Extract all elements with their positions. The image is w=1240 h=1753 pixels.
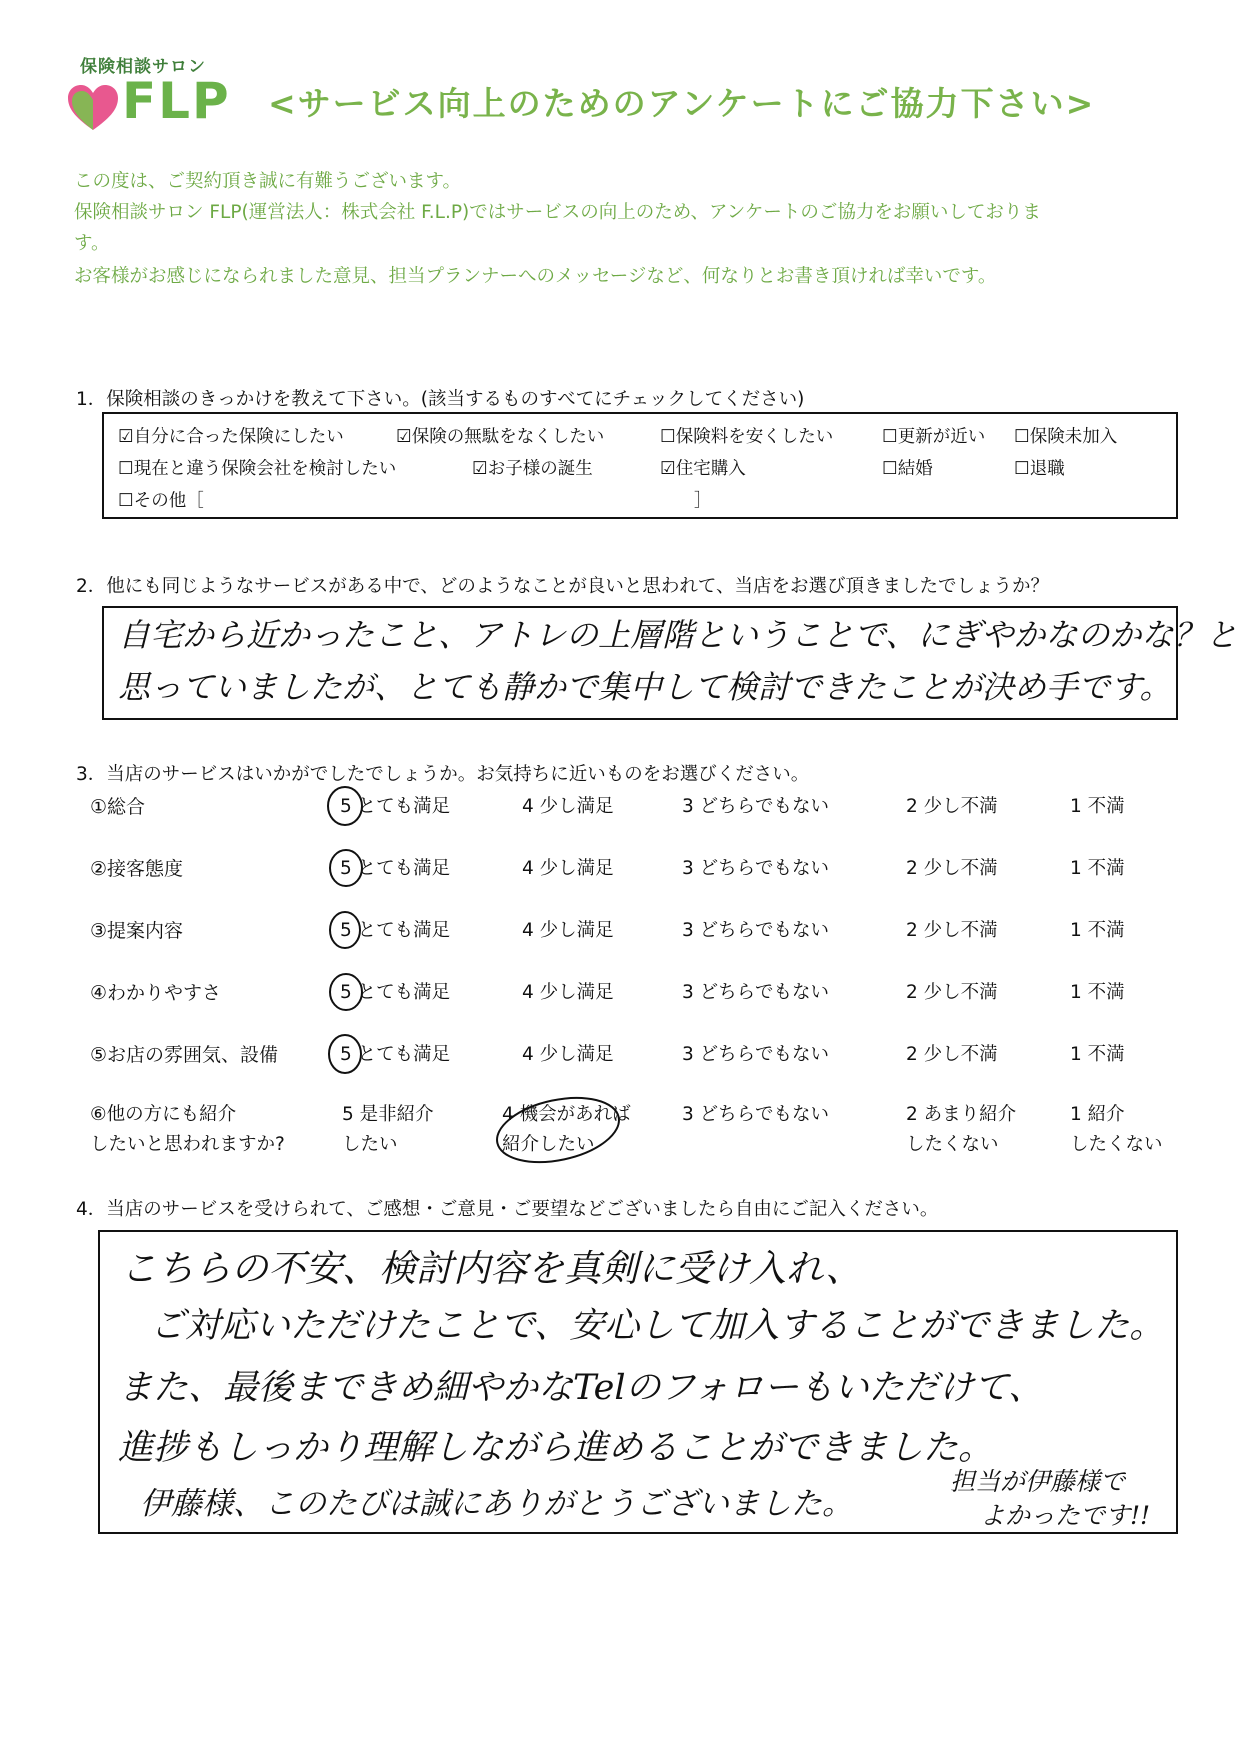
selected-circle-mark <box>330 974 362 1010</box>
q1-option-other[interactable]: ☐その他［ <box>118 491 204 511</box>
q3-option-5[interactable]: 5 とても満足 <box>340 1044 451 1065</box>
q4-answer-line-1: こちらの不安、検討内容を真剣に受け入れ、 <box>120 1247 863 1290</box>
selected-circle-mark <box>330 850 362 886</box>
referral-option-3[interactable]: 3 どちらでもない <box>682 1104 829 1125</box>
selected-referral-oval-mark <box>491 1088 625 1172</box>
q3-option-2[interactable]: 2 少し不満 <box>906 796 998 817</box>
q4-title: 4．当店のサービスを受けられて、ご感想・ご意見・ご要望などございましたら自由にご記入ください。 <box>76 1199 939 1220</box>
referral-option-5[interactable]: 5 是非紹介 したい <box>342 1104 434 1155</box>
q3-option-5[interactable]: 5 とても満足 <box>340 858 451 879</box>
checkbox-icon[interactable]: ☐ <box>118 459 134 479</box>
q2-answer-line-2: 思っていましたが、とても静かで集中して検討できたことが決め手です。 <box>118 668 1172 706</box>
q1-option-9[interactable]: ☐結婚 <box>882 459 933 479</box>
intro-line-3: す。 <box>74 233 110 254</box>
q1-option-6[interactable]: ☐現在と違う保険会社を検討したい <box>118 459 397 479</box>
q3-option-1[interactable]: 1 不満 <box>1070 796 1125 817</box>
checkbox-checked-icon[interactable]: ☑ <box>396 427 412 447</box>
q1-option-4[interactable]: ☐更新が近い <box>882 427 986 447</box>
checkbox-icon[interactable]: ☐ <box>882 459 898 479</box>
referral-option-4[interactable]: 4 機会があれば 紹介したい <box>502 1104 631 1155</box>
intro-line-2: 保険相談サロン FLP(運営法人：株式会社 F.L.P)ではサービスの向上のため、アンケートのご協力をお願いしておりま <box>74 202 1041 223</box>
q1-option-10[interactable]: ☐退職 <box>1014 459 1065 479</box>
q1-option-1[interactable]: ☑自分に合った保険にしたい <box>118 427 344 447</box>
q4-answer-line-4: 進捗もしっかり理解しながら進めることができました。 <box>118 1428 994 1468</box>
checkbox-checked-icon[interactable]: ☑ <box>118 427 134 447</box>
q3-row-label: ④わかりやすさ <box>90 982 222 1004</box>
referral-option-1[interactable]: 1 紹介 したくない <box>1070 1104 1163 1155</box>
referral-option-2[interactable]: 2 あまり紹介 したくない <box>906 1104 1017 1155</box>
q3-option-2[interactable]: 2 少し不満 <box>906 1044 998 1065</box>
q3-option-3[interactable]: 3 どちらでもない <box>682 796 829 817</box>
checkbox-checked-icon[interactable]: ☑ <box>660 459 676 479</box>
q4-answer-line-2: ご対応いただけたことで、安心して加入することができました。 <box>150 1306 1165 1346</box>
selected-circle-mark <box>329 1035 361 1073</box>
q3-option-4[interactable]: 4 少し満足 <box>522 796 614 817</box>
q3-option-3[interactable]: 3 どちらでもない <box>682 920 829 941</box>
checkbox-icon[interactable]: ☐ <box>660 427 676 447</box>
q3-option-5[interactable]: 5 とても満足 <box>340 920 451 941</box>
intro-line-4: お客様がお感じになられました意見、担当プランナーへのメッセージなど、何なりとお書き頂ければ幸いです。 <box>74 266 997 287</box>
q3-option-5[interactable]: 5 とても満足 <box>340 982 451 1003</box>
intro-line-1: この度は、ご契約頂き誠に有難うございます。 <box>74 171 462 192</box>
page-title: <サービス向上のためのアンケートにご協力下さい> <box>268 84 1096 123</box>
checkbox-icon[interactable]: ☐ <box>882 427 898 447</box>
q3-referral-label: ⑥他の方にも紹介 したいと思われますか? <box>90 1104 285 1155</box>
selected-circle-mark <box>328 787 362 825</box>
q1-option-7[interactable]: ☑お子様の誕生 <box>472 459 593 479</box>
q3-option-2[interactable]: 2 少し不満 <box>906 858 998 879</box>
q3-option-4[interactable]: 4 少し満足 <box>522 1044 614 1065</box>
q3-option-1[interactable]: 1 不満 <box>1070 920 1125 941</box>
q3-option-3[interactable]: 3 どちらでもない <box>682 1044 829 1065</box>
q3-option-2[interactable]: 2 少し不満 <box>906 920 998 941</box>
q1-title: 1．保険相談のきっかけを教えて下さい。(該当するものすべてにチェックしてください) <box>76 389 805 410</box>
q3-title: 3．当店のサービスはいかがでしたでしょうか。お気持ちに近いものをお選びください。 <box>76 764 810 785</box>
q1-option-2[interactable]: ☑保険の無駄をなくしたい <box>396 427 605 447</box>
q1-option-3[interactable]: ☐保険料を安くしたい <box>660 427 834 447</box>
q1-other-close-bracket: ］ <box>694 491 712 511</box>
checkbox-checked-icon[interactable]: ☑ <box>472 459 488 479</box>
selected-circle-mark <box>330 912 360 948</box>
q3-row-label: ⑤お店の雰囲気、設備 <box>90 1044 279 1066</box>
q1-option-5[interactable]: ☐保険未加入 <box>1014 427 1118 447</box>
q1-option-8[interactable]: ☑住宅購入 <box>660 459 746 479</box>
q3-row-label: ②接客態度 <box>90 858 184 880</box>
logo-text: FLP <box>122 72 231 130</box>
q2-answer-line-1: 自宅から近かったこと、アトレの上層階ということで、にぎやかなのかな？と <box>118 616 1238 654</box>
q3-option-2[interactable]: 2 少し不満 <box>906 982 998 1003</box>
q4-answer-line-3: また、最後まできめ細やかなTelのフォローもいただけて、 <box>118 1368 1044 1408</box>
q3-option-3[interactable]: 3 どちらでもない <box>682 982 829 1003</box>
q3-option-1[interactable]: 1 不満 <box>1070 1044 1125 1065</box>
q3-row-label: ③提案内容 <box>90 920 184 942</box>
q3-option-1[interactable]: 1 不満 <box>1070 982 1125 1003</box>
checkbox-icon[interactable]: ☐ <box>1014 427 1030 447</box>
q3-option-4[interactable]: 4 少し満足 <box>522 858 614 879</box>
q3-option-1[interactable]: 1 不満 <box>1070 858 1125 879</box>
q3-option-3[interactable]: 3 どちらでもない <box>682 858 829 879</box>
q2-title: 2．他にも同じようなサービスがある中で、どのようなことが良いと思われて、当店をお選び頂きましたでしょうか？ <box>76 576 1050 597</box>
q4-side-note-line-1: 担当が伊藤様で <box>950 1467 1126 1496</box>
q3-option-5[interactable]: 5 とても満足 <box>340 796 451 817</box>
q3-row-label: ①総合 <box>90 796 146 818</box>
checkbox-icon[interactable]: ☐ <box>118 491 134 511</box>
q3-option-4[interactable]: 4 少し満足 <box>522 920 614 941</box>
q4-side-note-line-2: よかったです!! <box>980 1501 1151 1530</box>
logo-subtitle: 保険相談サロン <box>80 57 206 77</box>
q3-option-4[interactable]: 4 少し満足 <box>522 982 614 1003</box>
checkbox-icon[interactable]: ☐ <box>1014 459 1030 479</box>
q4-answer-line-5: 伊藤様、このたびは誠にありがとうございました。 <box>140 1486 853 1522</box>
